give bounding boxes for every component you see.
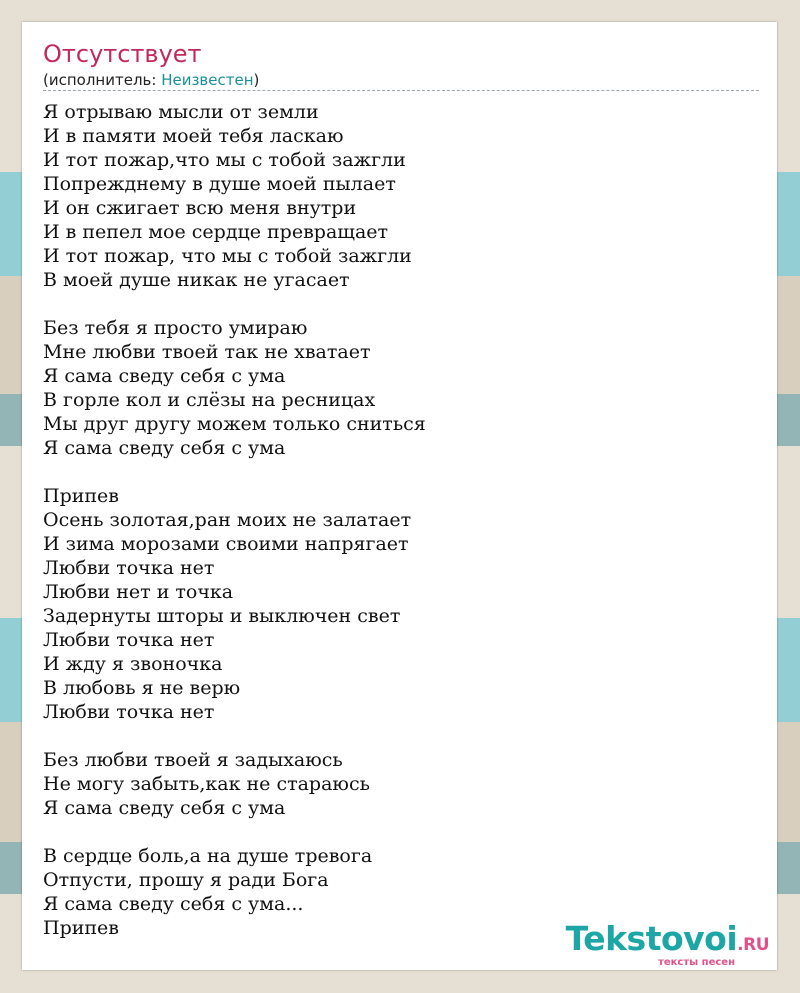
- stanza-gap: [43, 460, 763, 484]
- lyric-line: В сердце боль,а на душе тревога: [43, 845, 373, 867]
- lyric-line: В горле кол и слёзы на ресницах: [43, 389, 376, 411]
- lyric-line: Я сама сведу себя с ума: [43, 797, 286, 819]
- logo-domain: .RU: [737, 935, 769, 955]
- artist-line: [43, 71, 259, 89]
- logo-wordmark: [565, 919, 769, 962]
- lyric-line: Я отрываю мысли от земли: [43, 101, 319, 123]
- lyric-line: Задернуты шторы и выключен свет: [43, 605, 401, 627]
- logo-tagline: тексты песен: [658, 957, 735, 968]
- lyric-line: Я сама сведу себя с ума: [43, 437, 286, 459]
- lyric-line: Припев: [43, 917, 119, 939]
- site-logo[interactable]: [565, 919, 769, 968]
- lyric-line: Без тебя я просто умираю: [43, 317, 308, 339]
- lyric-line: Любви точка нет: [43, 701, 215, 723]
- divider: [43, 90, 759, 91]
- lyric-line: Мне любви твоей так не хватает: [43, 341, 371, 363]
- lyric-line: Припев: [43, 485, 119, 507]
- lyric-line: И жду я звоночка: [43, 653, 223, 675]
- lyric-line: В моей душе никак не угасает: [43, 269, 350, 291]
- stanza-gap: [43, 724, 763, 748]
- lyric-line: И в памяти моей тебя ласкаю: [43, 125, 344, 147]
- lyric-line: Любви точка нет: [43, 629, 215, 651]
- lyric-line: Без любви твоей я задыхаюсь: [43, 749, 343, 771]
- lyric-line: Мы друг другу можем только сниться: [43, 413, 426, 435]
- lyric-line: Осень золотая,ран моих не залатает: [43, 509, 412, 531]
- lyric-line: Попрежднему в душе моей пылает: [43, 173, 396, 195]
- artist-link[interactable]: Неизвестен: [161, 71, 254, 89]
- lyric-line: И тот пожар, что мы с тобой зажгли: [43, 245, 412, 267]
- song-title: Отсутствует: [43, 40, 202, 68]
- lyric-line: Любви точка нет: [43, 557, 215, 579]
- lyric-line: И в пепел мое сердце превращает: [43, 221, 389, 243]
- lyric-line: Отпусти, прошу я ради Бога: [43, 869, 329, 891]
- lyric-line: В любовь я не верю: [43, 677, 241, 699]
- logo-main-text: Tekstovoi: [565, 919, 738, 958]
- lyrics-card: [22, 22, 777, 970]
- lyric-line: Любви нет и точка: [43, 581, 234, 603]
- artist-prefix: (исполнитель:: [43, 71, 162, 89]
- artist-suffix: ): [253, 71, 260, 89]
- lyric-line: И тот пожар,что мы с тобой зажгли: [43, 149, 406, 171]
- lyric-line: Не могу забыть,как не стараюсь: [43, 773, 370, 795]
- lyric-line: Я сама сведу себя с ума...: [43, 893, 304, 915]
- stanza-gap: [43, 820, 763, 844]
- stanza-gap: [43, 292, 763, 316]
- lyric-line: Я сама сведу себя с ума: [43, 365, 286, 387]
- lyric-line: И зима морозами своими напрягает: [43, 533, 409, 555]
- lyric-line: И он сжигает всю меня внутри: [43, 197, 357, 219]
- lyrics-text: [43, 100, 763, 940]
